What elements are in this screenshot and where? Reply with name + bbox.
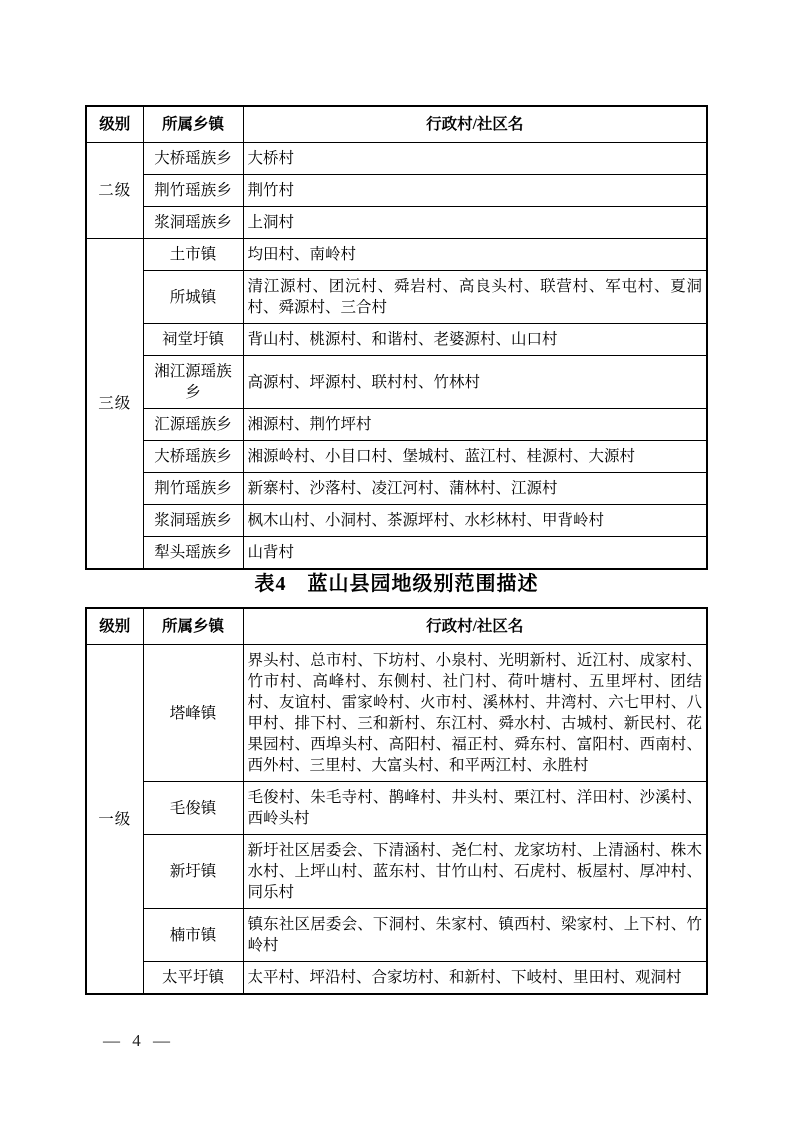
table2-header-row [86, 608, 707, 645]
township-cell: 荆竹瑶族乡 [143, 175, 243, 207]
table-row [86, 782, 707, 835]
township-cell: 祠堂圩镇 [143, 324, 243, 356]
table1-header-row [86, 106, 707, 143]
table2-body [86, 645, 707, 995]
township-cell: 太平圩镇 [143, 962, 243, 995]
villages-cell: 清江源村、团沅村、舜岩村、高良头村、联营村、军屯村、夏洞村、舜源村、三合村 [243, 271, 707, 324]
table-row [86, 356, 707, 409]
villages-cell: 背山村、桃源村、和谐村、老婆源村、山口村 [243, 324, 707, 356]
township-cell: 犁头瑶族乡 [143, 537, 243, 570]
villages-cell: 上洞村 [243, 207, 707, 239]
garden-land-level-table [85, 607, 708, 995]
township-cell: 浆洞瑶族乡 [143, 207, 243, 239]
table-row [86, 909, 707, 962]
table-row [86, 409, 707, 441]
level-cell: 二级 [86, 143, 143, 239]
page-number: — 4 — [103, 1031, 174, 1050]
villages-cell: 湘源村、荆竹坪村 [243, 409, 707, 441]
township-cell: 大桥瑶族乡 [143, 441, 243, 473]
villages-cell: 毛俊村、朱毛寺村、鹊峰村、井头村、栗江村、洋田村、沙溪村、西岭头村 [243, 782, 707, 835]
table-row [86, 537, 707, 570]
villages-cell: 镇东社区居委会、下洞村、朱家村、镇西村、梁家村、上下村、竹岭村 [243, 909, 707, 962]
table-row [86, 175, 707, 207]
table2-header-col-1: 所属乡镇 [143, 608, 243, 645]
level-cell: 三级 [86, 239, 143, 570]
township-cell: 所城镇 [143, 271, 243, 324]
table2-header-col-2: 行政村/社区名 [243, 608, 707, 645]
table1-header [86, 106, 707, 143]
villages-cell: 高源村、坪源村、联村村、竹林村 [243, 356, 707, 409]
villages-cell: 新圩社区居委会、下清涵村、尧仁村、龙家坊村、上清涵村、株木水村、上坪山村、蓝东村、甘竹山村、石虎村、板屋村、厚冲村、同乐村 [243, 835, 707, 909]
township-cell: 浆洞瑶族乡 [143, 505, 243, 537]
township-cell: 大桥瑶族乡 [143, 143, 243, 175]
township-cell: 土市镇 [143, 239, 243, 271]
township-cell: 楠市镇 [143, 909, 243, 962]
township-cell: 新圩镇 [143, 835, 243, 909]
villages-cell: 山背村 [243, 537, 707, 570]
table-row [86, 505, 707, 537]
table2-header-col-0: 级别 [86, 608, 143, 645]
township-cell: 荆竹瑶族乡 [143, 473, 243, 505]
villages-cell: 荆竹村 [243, 175, 707, 207]
villages-cell: 均田村、南岭村 [243, 239, 707, 271]
table-row [86, 207, 707, 239]
table-row [86, 239, 707, 271]
township-cell: 塔峰镇 [143, 645, 243, 782]
villages-cell: 湘源岭村、小目口村、堡城村、蓝江村、桂源村、大源村 [243, 441, 707, 473]
township-cell: 湘江源瑶族乡 [143, 356, 243, 409]
table-row [86, 473, 707, 505]
table4-title: 表4 蓝山县园地级别范围描述 [254, 573, 539, 595]
township-cell: 毛俊镇 [143, 782, 243, 835]
township-cell: 汇源瑶族乡 [143, 409, 243, 441]
level-cell: 一级 [86, 645, 143, 995]
table1-header-col-2: 行政村/社区名 [243, 106, 707, 143]
table-row [86, 835, 707, 909]
land-level-table-continued [85, 105, 708, 570]
table-row [86, 271, 707, 324]
table-row [86, 324, 707, 356]
table1-header-col-1: 所属乡镇 [143, 106, 243, 143]
villages-cell: 太平村、坪沿村、合家坊村、和新村、下岐村、里田村、观洞村 [243, 962, 707, 995]
table-row [86, 143, 707, 175]
table-row [86, 962, 707, 995]
table1-header-col-0: 级别 [86, 106, 143, 143]
table2-header [86, 608, 707, 645]
table-row [86, 441, 707, 473]
villages-cell: 界头村、总市村、下坊村、小泉村、光明新村、近江村、成家村、竹市村、高峰村、东侧村、社门村、荷叶塘村、五里坪村、团结村、友谊村、雷家岭村、火市村、溪林村、井湾村、六七甲村、八甲村、排下村、三和新村、东江村、舜水村、古城村、新民村、花果园村、西埠头村、高阳村、福正村、舜东村、富阳村、西南村、西外村、三里村、大富头村、和平两江村、永胜村 [243, 645, 707, 782]
table1-body [86, 143, 707, 570]
table-row [86, 645, 707, 782]
villages-cell: 大桥村 [243, 143, 707, 175]
villages-cell: 枫木山村、小洞村、茶源坪村、水杉林村、甲背岭村 [243, 505, 707, 537]
villages-cell: 新寨村、沙落村、凌江河村、蒲林村、江源村 [243, 473, 707, 505]
